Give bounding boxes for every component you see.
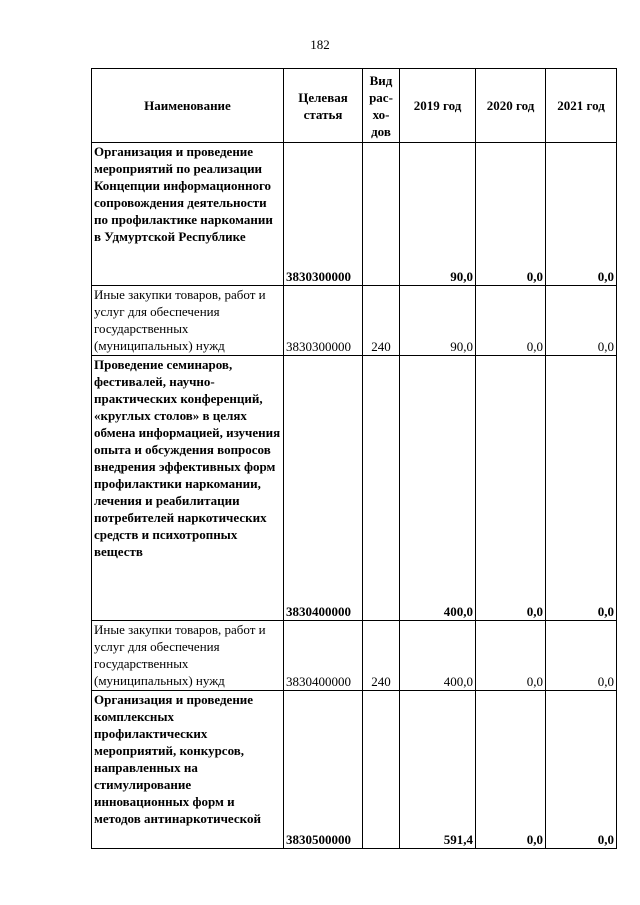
page-number: 182	[310, 37, 330, 52]
header-2021: 2021 год	[546, 69, 617, 143]
row-vid: 240	[363, 621, 400, 691]
row-2021: 0,0	[546, 286, 617, 356]
row-2021: 0,0	[546, 143, 617, 286]
row-2020: 0,0	[476, 286, 546, 356]
table-row	[92, 356, 617, 621]
row-target: 3830300000	[284, 286, 363, 356]
row-2021: 0,0	[546, 356, 617, 621]
header-name: Наименование	[92, 69, 284, 143]
row-2019: 400,0	[400, 621, 476, 691]
row-2020: 0,0	[476, 691, 546, 849]
row-2020: 0,0	[476, 143, 546, 286]
header-vid: Вид рас-хо-дов	[363, 69, 400, 143]
row-2019: 400,0	[400, 356, 476, 621]
table-row	[92, 621, 617, 691]
row-target: 3830500000	[284, 691, 363, 849]
header-target: Целевая статья	[284, 69, 363, 143]
table-row	[92, 286, 617, 356]
row-vid: 240	[363, 286, 400, 356]
row-2021: 0,0	[546, 621, 617, 691]
row-target: 3830400000	[284, 621, 363, 691]
row-vid	[363, 143, 400, 286]
row-name: Проведение семинаров, фестивалей, научно-практических конференций, «круглых столов» в целях обмена информацией, изучения опыта и обсуждения вопросов внедрения эффективных форм профилактики наркомании, лечения и реабилитации потребителей наркотических средств и психотропных веществ	[92, 356, 284, 621]
row-name: Организация и проведение мероприятий по реализации Концепции информационного сопровождения деятельности по профилактике наркомании в Удмуртской Республике	[92, 143, 284, 286]
header-2019: 2019 год	[400, 69, 476, 143]
table-header-row	[92, 69, 617, 143]
row-vid	[363, 356, 400, 621]
budget-table	[91, 68, 617, 849]
header-2020: 2020 год	[476, 69, 546, 143]
row-2019: 90,0	[400, 143, 476, 286]
row-vid	[363, 691, 400, 849]
table-row	[92, 691, 617, 849]
row-name: Организация и проведение комплексных профилактических мероприятий, конкурсов, направленных на стимулирование инновационных форм и методов антинаркотической	[92, 691, 284, 849]
table-row	[92, 143, 617, 286]
row-target: 3830400000	[284, 356, 363, 621]
row-2021: 0,0	[546, 691, 617, 849]
row-2020: 0,0	[476, 621, 546, 691]
row-2020: 0,0	[476, 356, 546, 621]
row-2019: 591,4	[400, 691, 476, 849]
row-2019: 90,0	[400, 286, 476, 356]
row-name: Иные закупки товаров, работ и услуг для обеспечения государственных (муниципальных) нужд	[92, 286, 284, 356]
row-name: Иные закупки товаров, работ и услуг для обеспечения государственных (муниципальных) нужд	[92, 621, 284, 691]
row-target: 3830300000	[284, 143, 363, 286]
